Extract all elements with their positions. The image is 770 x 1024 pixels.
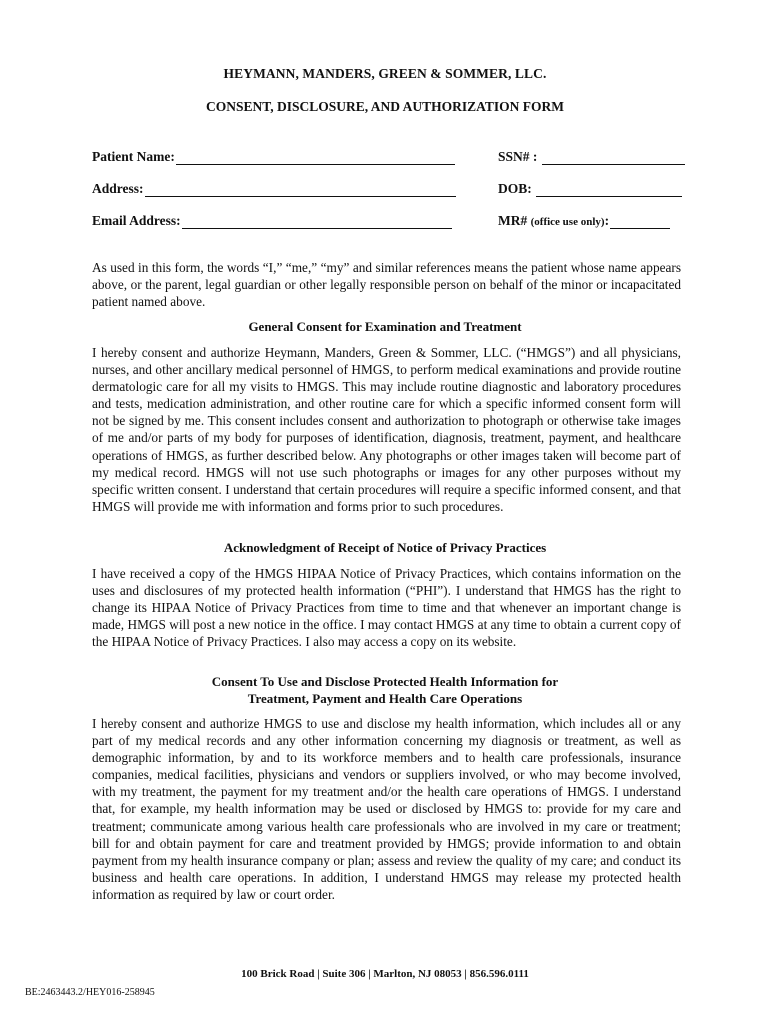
definition-paragraph: As used in this form, the words “I,” “me,” “my” and similar references means the patient whose name appears above, or the parent, legal guardian or other legally responsible person on behalf of the minor or incapacitated patient named above. (92, 260, 681, 310)
footer-address: 100 Brick Road | Suite 306 | Marlton, NJ 08053 | 856.596.0111 (241, 968, 529, 980)
privacy-paragraph: I have received a copy of the HMGS HIPAA Notice of Privacy Practices, which contains information on the uses and disclosures of my protected health information (“PHI”). I understand that HMGS has the right to change its HIPAA Notice of Privacy Practices from time to time and that whenever an important change is made, HMGS will post a new notice in the office. I may contact HMGS at any time to obtain a current copy of the HIPAA Notice of Privacy Practices. I also may access a copy on its website. (92, 566, 681, 650)
general-consent-paragraph: I hereby consent and authorize Heymann, Manders, Green & Sommer, LLC. (“HMGS”) and all physicians, nurses, and other ancillary medical personnel of HMGS, to perform medical examinations and provide routine dermatologic care for all my visits to HMGS. This may include routine diagnostic and laboratory procedures and tests, medication administration, and other routine care for which a specific informed consent form will not be signed by me. This consent includes consent and authorization to photograph or otherwise take images of me and/or parts of my body for purposes of identification, diagnosis, treatment, payment, and healthcare operations of HMGS, as further described below. Any photographs or other images taken will become part of my medical record. HMGS will not use such photographs or images for any other purposes without my specific written consent. I understand that certain procedures will require a specific informed consent, and that HMGS will provide me with information and forms prior to such procedures. (92, 345, 681, 514)
general-consent-heading: General Consent for Examination and Treatment (248, 319, 522, 334)
phi-paragraph: I hereby consent and authorize HMGS to use and disclose my health information, which includes all or any part of my medical records and any other information concerning my diagnosis or treatment, as well as demographic information, by and to its workforce members and to health care professionals, insurance companies, medical facilities, physicians and vendors or suppliers involved, or who may become involved, with my treatment, the payment for my treatment and/or the health care operations of HMGS. I understand that, for example, my health information may be used or disclosed by HMGS to: provide for my care and treatment; communicate among various health care professionals who are involved in my care or treatment; bill for and obtain payment for care and treatment provided by HMGS; provide information to and obtain payment from my health insurance company or plan; assess and review the quality of my care; and conduct its business and health care operations. In addition, I understand HMGS may release my protected health information as required by law or court order. (92, 716, 681, 902)
dob-line[interactable] (536, 182, 682, 197)
mr-field[interactable] (498, 213, 670, 229)
address-line[interactable] (145, 182, 456, 197)
mr-label-note: (office use only) (530, 216, 605, 228)
phi-heading-line1: Consent To Use and Disclose Protected Health Information for (211, 674, 559, 689)
address-label: Address: (92, 181, 144, 196)
ssn-label: SSN# : (498, 149, 538, 164)
patient-name-line[interactable] (176, 150, 455, 165)
mr-label-colon: : (604, 213, 610, 228)
phi-heading-line2: Treatment, Payment and Health Care Operations (247, 691, 523, 706)
email-field[interactable] (92, 213, 452, 229)
form-title: CONSENT, DISCLOSURE, AND AUTHORIZATION FORM (205, 99, 565, 114)
dob-label: DOB: (498, 181, 532, 196)
firm-name: HEYMANN, MANDERS, GREEN & SOMMER, LLC. (223, 66, 547, 81)
dob-field[interactable] (498, 181, 682, 197)
ssn-line[interactable] (542, 150, 685, 165)
privacy-heading: Acknowledgment of Receipt of Notice of Privacy Practices (223, 540, 547, 555)
mr-label (498, 213, 609, 229)
email-line[interactable] (182, 214, 452, 229)
ssn-field[interactable] (498, 149, 685, 165)
address-field[interactable] (92, 181, 456, 197)
patient-name-field[interactable] (92, 149, 455, 165)
patient-name-label: Patient Name: (92, 149, 175, 164)
mr-label-main: MR# (498, 213, 528, 228)
email-label: Email Address: (92, 213, 181, 228)
mr-line[interactable] (610, 214, 670, 229)
document-id: BE:2463443.2/HEY016-258945 (25, 987, 155, 998)
